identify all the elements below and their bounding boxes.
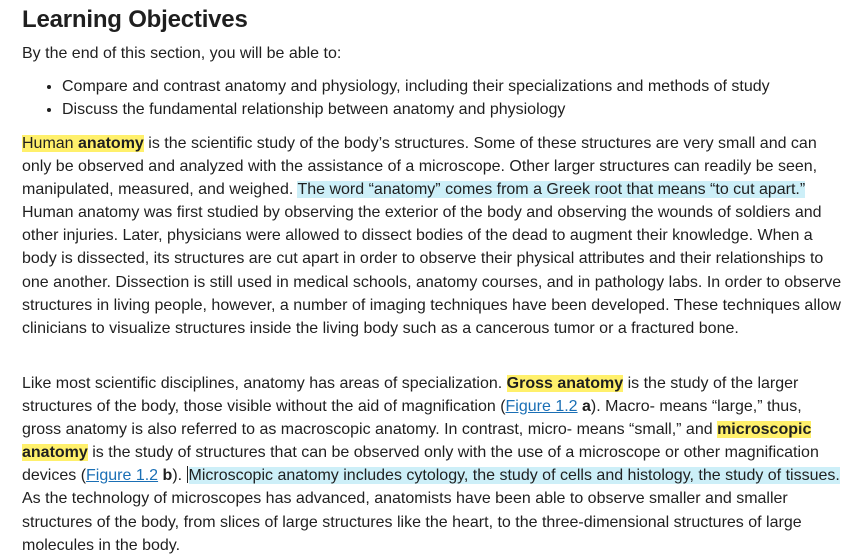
text-cursor [187,466,188,483]
objective-item: • Discuss the fundamental relationship between anatomy and physiology [62,98,770,121]
paragraph-text: ). Macro- means “large,” thus, gross anatomy is also referred to as macroscopic anatomy. In contrast, micro- means “small,” and [22,398,802,439]
objectives-list [22,75,770,121]
figure-letter-a: a [582,398,591,416]
intro-text: By the end of this section, you will be able to: [22,45,342,62]
term-gross-anatomy: Gross anatomy [506,375,624,392]
term-microscopic-anatomy: anatomy [22,444,88,462]
objective-item: • Compare and contrast anatomy and physiology, including their specializations and methods of study [62,75,770,98]
paragraph-specialization [22,372,842,555]
paragraph-text: is the study of the larger structures of the body, those visible without the aid of magnification ( [22,375,799,416]
paragraph-text: ). [172,467,187,485]
paragraph-text: Like most scientific disciplines, anatomy has areas of specialization. [22,375,507,392]
paragraph-text: As the technology of microscopes has advanced, anatomists have been able to observe smaller and smaller structures of the body, from slices of large structures like the heart, to the three-dimensional structures of large molecules in the body. [22,490,802,554]
figure-link-a[interactable]: Figure 1.2 [505,398,578,416]
paragraph-text: Human anatomy was first studied by observing the exterior of the body and observing the wounds of soldiers and other injuries. Later, physicians were allowed to dissect bodies of the dead to augment their knowledge. When a body is dissected, its structures are cut apart in order to observe their physical attributes and their relationships to one another. Dissection is still used in medical schools, anatomy courses, and in pathology labs. In order to observe structures in living people, however, a number of imaging techniques have been developed. These techniques allow clinicians to visualize structures inside the living body such as a cancerous tumor or a fractured bone. [22,204,842,337]
term-microscopic: microscopic [717,421,812,439]
paragraph-human-anatomy [22,132,842,340]
paragraph-text: is the study of structures that can be observed only with the use of a microscope or other magnification devices ( [22,444,819,485]
figure-link-b[interactable]: Figure 1.2 [86,467,159,485]
term-anatomy: anatomy [78,135,144,152]
highlight-blue: The word “anatomy” comes from a Greek root that means “to cut apart.” [297,181,806,199]
paragraph-text: is the scientific study of the body’s structures. Some of these structures are very small and can only be observed and analyzed with the assistance of a microscope. Other larger structures can readily be seen, manipulated, measured, and weighed. [22,135,818,199]
highlight-blue: Microscopic anatomy includes cytology, the study of cells and histology, the study of tissues. [188,467,840,485]
highlight-yellow [22,135,144,152]
section-heading: Learning Objectives [22,6,248,33]
figure-letter-b: b [162,467,173,485]
term-human: Human [22,135,74,152]
